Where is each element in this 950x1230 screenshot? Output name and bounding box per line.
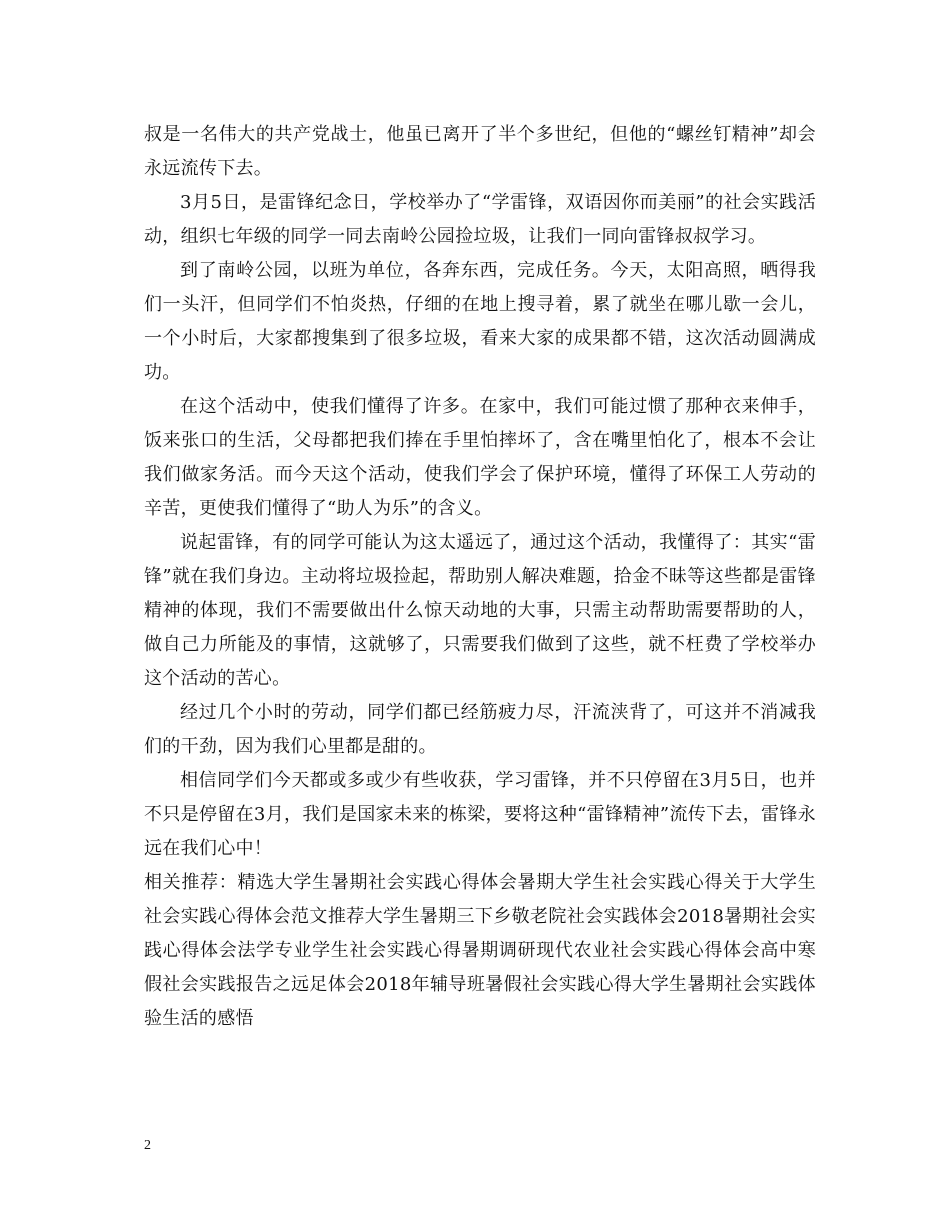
paragraph-continuation: 叔是一名伟大的共产党战士，他虽已离开了半个多世纪，但他的“螺丝钉精神”却会永远流传下去。 [144,124,816,179]
related-recommendations: 相关推荐：精选大学生暑期社会实践心得体会暑期大学生社会实践心得关于大学生社会实践心得体会范文推荐大学生暑期三下乡敬老院社会实践体会2018暑期社会实践心得体会法学专业学生社会实践心得暑期调研现代农业社会实践心得体会高中寒假社会实践报告之远足体会2018年辅导班暑假社会实践心得大学生暑期社会实践体验生活的感悟 [144,872,816,1029]
paragraph-lessons-learned: 在这个活动中，使我们懂得了许多。在家中，我们可能过惯了那种衣来伸手，饭来张口的生活，父母都把我们捧在手里怕摔坏了，含在嘴里怕化了，根本不会让我们做家务活。而今天这个活动，使我们学会了保护环境，懂得了环保工人劳动的辛苦，更使我们懂得了“助人为乐”的含义。 [144,396,816,519]
paragraph-lei-feng-spirit: 说起雷锋，有的同学可能认为这太遥远了，通过这个活动，我懂得了：其实“雷锋”就在我们身边。主动将垃圾捡起，帮助别人解决难题，拾金不昧等这些都是雷锋精神的体现，我们不需要做出什么惊天动地的大事，只需主动帮助需要帮助的人，做自己力所能及的事情，这就够了，只需要我们做到了这些，就不枉费了学校举办这个活动的苦心。 [144,532,816,689]
document-body [144,118,816,1036]
paragraph-tired-but-happy: 经过几个小时的劳动，同学们都已经筋疲力尽，汗流浃背了，可这并不消减我们的干劲，因为我们心里都是甜的。 [144,702,816,757]
page-number: 2 [144,1138,151,1153]
paragraph-march-fifth: 3月5日，是雷锋纪念日，学校举办了“学雷锋，双语因你而美丽”的社会实践活动，组织七年级的同学一同去南岭公园捡垃圾，让我们一同向雷锋叔叔学习。 [144,192,816,247]
paragraph-conclusion: 相信同学们今天都或多或少有些收获，学习雷锋，并不只停留在3月5日，也并不只是停留在3月，我们是国家未来的栋梁，要将这种“雷锋精神”流传下去，雷锋永远在我们心中！ [144,770,816,859]
paragraph-park-activity: 到了南岭公园，以班为单位，各奔东西，完成任务。今天，太阳高照，晒得我们一头汗，但同学们不怕炎热，仔细的在地上搜寻着，累了就坐在哪儿歇一会儿，一个小时后，大家都搜集到了很多垃圾，看来大家的成果都不错，这次活动圆满成功。 [144,260,816,383]
